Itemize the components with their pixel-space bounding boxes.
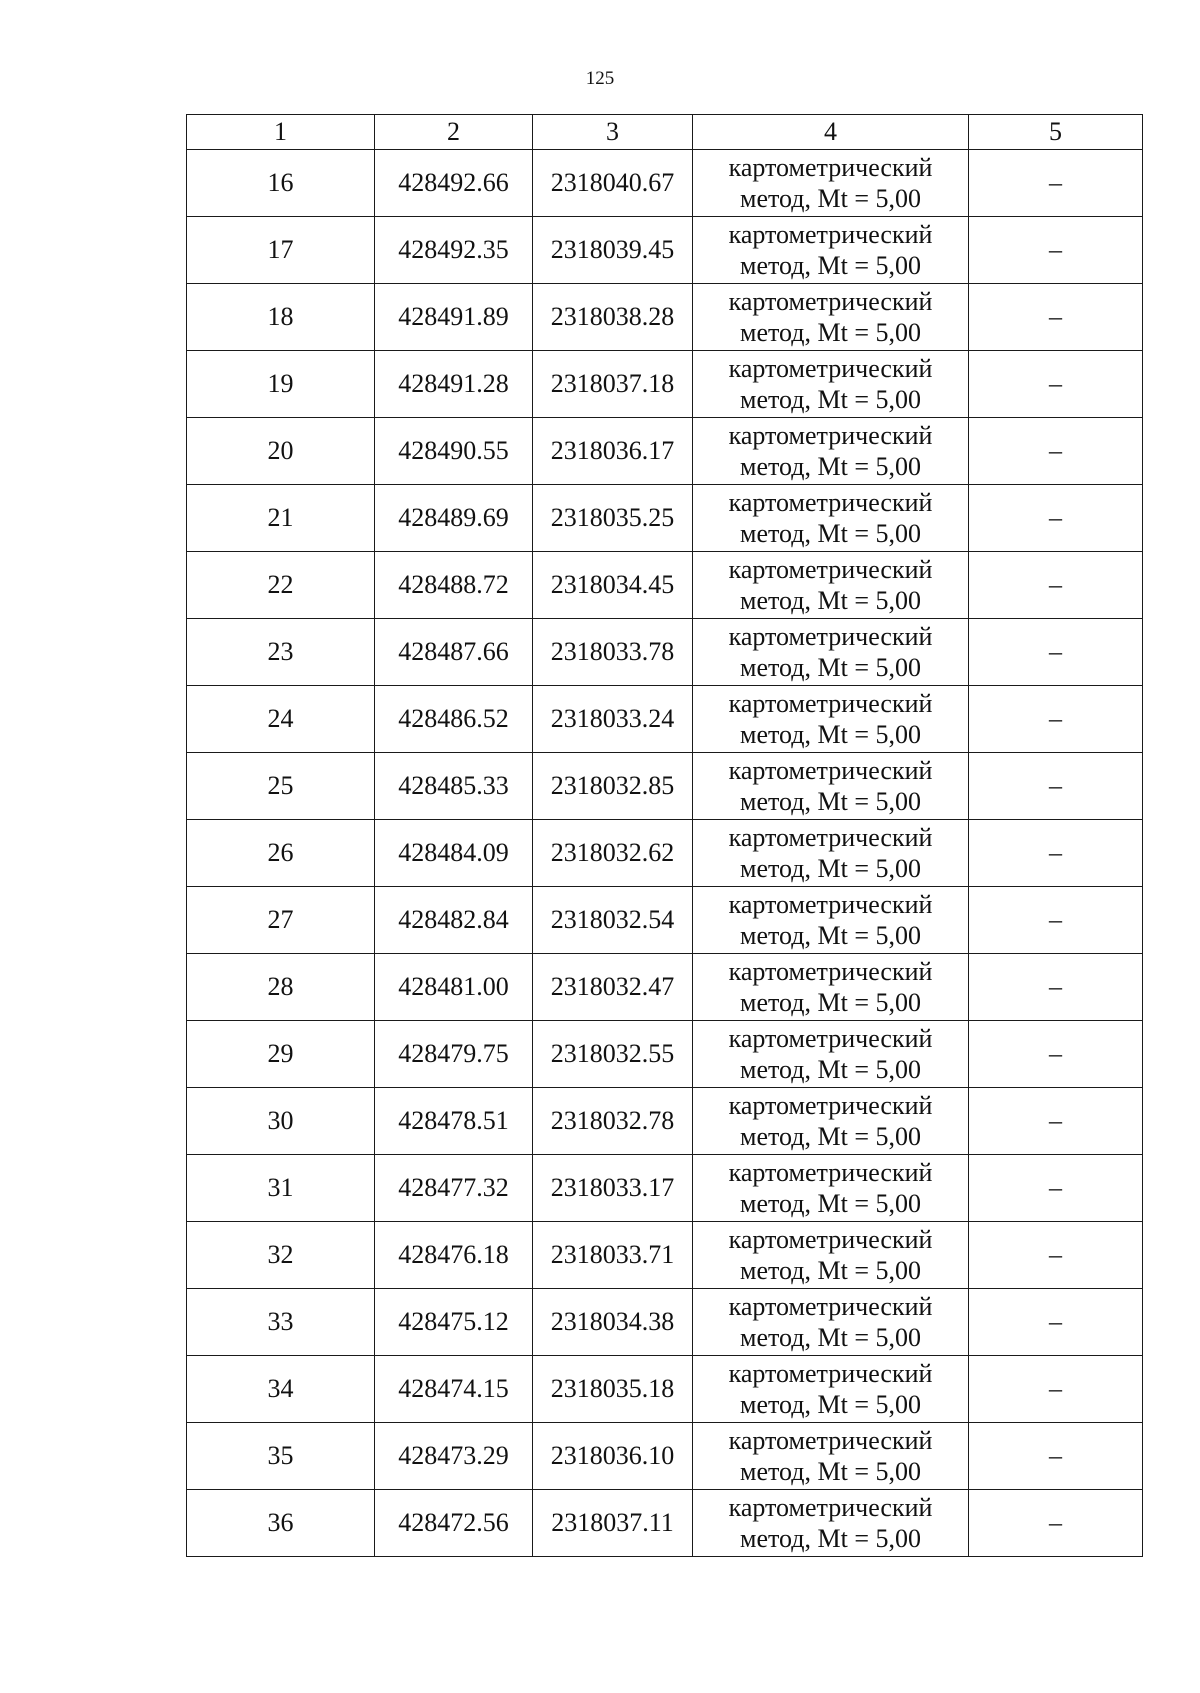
method-cell <box>693 485 969 552</box>
point-number-cell: 27 <box>187 887 375 954</box>
y-coordinate-cell: 2318035.18 <box>533 1356 693 1423</box>
method-line-2: метод, Mt = 5,00 <box>740 1189 921 1218</box>
method-line-1: картометрический <box>728 555 933 584</box>
y-coordinate-cell: 2318039.45 <box>533 217 693 284</box>
method-line-2: метод, Mt = 5,00 <box>740 653 921 682</box>
method-line-1: картометрический <box>728 756 933 785</box>
y-coordinate-cell: 2318032.47 <box>533 954 693 1021</box>
method-line-1: картометрический <box>728 421 933 450</box>
point-number-cell: 32 <box>187 1222 375 1289</box>
x-coordinate-cell: 428490.55 <box>375 418 533 485</box>
method-cell <box>693 1021 969 1088</box>
point-number-cell: 21 <box>187 485 375 552</box>
method-cell <box>693 686 969 753</box>
method-line-1: картометрический <box>728 1024 933 1053</box>
table-row <box>187 820 1143 887</box>
y-coordinate-cell: 2318034.45 <box>533 552 693 619</box>
y-coordinate-cell: 2318032.78 <box>533 1088 693 1155</box>
method-cell <box>693 284 969 351</box>
method-line-2: метод, Mt = 5,00 <box>740 1524 921 1553</box>
table-row <box>187 1423 1143 1490</box>
table-row <box>187 1088 1143 1155</box>
method-line-1: картометрический <box>728 957 933 986</box>
method-cell <box>693 1222 969 1289</box>
x-coordinate-cell: 428489.69 <box>375 485 533 552</box>
method-cell <box>693 954 969 1021</box>
table-row <box>187 686 1143 753</box>
point-number-cell: 34 <box>187 1356 375 1423</box>
x-coordinate-cell: 428479.75 <box>375 1021 533 1088</box>
method-line-1: картометрический <box>728 1493 933 1522</box>
method-cell <box>693 1088 969 1155</box>
method-line-2: метод, Mt = 5,00 <box>740 1122 921 1151</box>
point-number-cell: 20 <box>187 418 375 485</box>
point-number-cell: 36 <box>187 1490 375 1557</box>
x-coordinate-cell: 428485.33 <box>375 753 533 820</box>
method-line-2: метод, Mt = 5,00 <box>740 1323 921 1352</box>
point-number-cell: 33 <box>187 1289 375 1356</box>
method-line-1: картометрический <box>728 153 933 182</box>
page-number: 125 <box>585 68 615 89</box>
point-number-cell: 35 <box>187 1423 375 1490</box>
method-line-2: метод, Mt = 5,00 <box>740 854 921 883</box>
table-row <box>187 284 1143 351</box>
y-coordinate-cell: 2318033.17 <box>533 1155 693 1222</box>
table-body <box>187 150 1143 1557</box>
point-number-cell: 24 <box>187 686 375 753</box>
point-number-cell: 23 <box>187 619 375 686</box>
method-line-2: метод, Mt = 5,00 <box>740 1390 921 1419</box>
method-line-2: метод, Mt = 5,00 <box>740 452 921 481</box>
x-coordinate-cell: 428482.84 <box>375 887 533 954</box>
accuracy-cell: – <box>969 1289 1143 1356</box>
method-line-1: картометрический <box>728 890 933 919</box>
point-number-cell: 17 <box>187 217 375 284</box>
column-header: 2 <box>375 115 533 150</box>
accuracy-cell: – <box>969 887 1143 954</box>
x-coordinate-cell: 428476.18 <box>375 1222 533 1289</box>
table-row <box>187 150 1143 217</box>
method-cell <box>693 418 969 485</box>
method-line-2: метод, Mt = 5,00 <box>740 318 921 347</box>
x-coordinate-cell: 428478.51 <box>375 1088 533 1155</box>
method-cell <box>693 150 969 217</box>
column-header: 3 <box>533 115 693 150</box>
table-row <box>187 1155 1143 1222</box>
method-line-2: метод, Mt = 5,00 <box>740 787 921 816</box>
method-line-2: метод, Mt = 5,00 <box>740 1256 921 1285</box>
method-line-1: картометрический <box>728 689 933 718</box>
method-line-1: картометрический <box>728 1091 933 1120</box>
accuracy-cell: – <box>969 820 1143 887</box>
x-coordinate-cell: 428491.28 <box>375 351 533 418</box>
y-coordinate-cell: 2318040.67 <box>533 150 693 217</box>
y-coordinate-cell: 2318033.24 <box>533 686 693 753</box>
method-line-2: метод, Mt = 5,00 <box>740 921 921 950</box>
table-row <box>187 1021 1143 1088</box>
y-coordinate-cell: 2318037.11 <box>533 1490 693 1557</box>
table-row <box>187 954 1143 1021</box>
method-line-1: картометрический <box>728 1225 933 1254</box>
method-cell <box>693 1356 969 1423</box>
method-cell <box>693 1423 969 1490</box>
accuracy-cell: – <box>969 686 1143 753</box>
method-line-1: картометрический <box>728 1158 933 1187</box>
accuracy-cell: – <box>969 954 1143 1021</box>
method-line-2: метод, Mt = 5,00 <box>740 385 921 414</box>
table-row <box>187 418 1143 485</box>
table-row <box>187 217 1143 284</box>
point-number-cell: 18 <box>187 284 375 351</box>
y-coordinate-cell: 2318036.17 <box>533 418 693 485</box>
accuracy-cell: – <box>969 418 1143 485</box>
table-row <box>187 1490 1143 1557</box>
accuracy-cell: – <box>969 1490 1143 1557</box>
method-cell <box>693 820 969 887</box>
accuracy-cell: – <box>969 1021 1143 1088</box>
method-line-2: метод, Mt = 5,00 <box>740 519 921 548</box>
method-cell <box>693 619 969 686</box>
y-coordinate-cell: 2318032.85 <box>533 753 693 820</box>
point-number-cell: 31 <box>187 1155 375 1222</box>
point-number-cell: 19 <box>187 351 375 418</box>
x-coordinate-cell: 428487.66 <box>375 619 533 686</box>
y-coordinate-cell: 2318037.18 <box>533 351 693 418</box>
x-coordinate-cell: 428477.32 <box>375 1155 533 1222</box>
method-line-2: метод, Mt = 5,00 <box>740 586 921 615</box>
coordinates-table <box>186 114 1143 1557</box>
y-coordinate-cell: 2318032.55 <box>533 1021 693 1088</box>
y-coordinate-cell: 2318032.62 <box>533 820 693 887</box>
table-row <box>187 619 1143 686</box>
table-row <box>187 485 1143 552</box>
column-header: 4 <box>693 115 969 150</box>
y-coordinate-cell: 2318035.25 <box>533 485 693 552</box>
method-cell <box>693 1289 969 1356</box>
method-line-1: картометрический <box>728 354 933 383</box>
column-header: 1 <box>187 115 375 150</box>
method-cell <box>693 1490 969 1557</box>
table-row <box>187 1356 1143 1423</box>
y-coordinate-cell: 2318032.54 <box>533 887 693 954</box>
accuracy-cell: – <box>969 619 1143 686</box>
table-row <box>187 1289 1143 1356</box>
table-row <box>187 887 1143 954</box>
method-cell <box>693 552 969 619</box>
method-cell <box>693 887 969 954</box>
method-line-2: метод, Mt = 5,00 <box>740 720 921 749</box>
method-line-1: картометрический <box>728 488 933 517</box>
accuracy-cell: – <box>969 1356 1143 1423</box>
method-cell <box>693 753 969 820</box>
table-row <box>187 351 1143 418</box>
x-coordinate-cell: 428488.72 <box>375 552 533 619</box>
y-coordinate-cell: 2318033.78 <box>533 619 693 686</box>
x-coordinate-cell: 428484.09 <box>375 820 533 887</box>
y-coordinate-cell: 2318034.38 <box>533 1289 693 1356</box>
accuracy-cell: – <box>969 1423 1143 1490</box>
method-line-1: картометрический <box>728 1426 933 1455</box>
column-header: 5 <box>969 115 1143 150</box>
method-line-2: метод, Mt = 5,00 <box>740 1055 921 1084</box>
table-row <box>187 753 1143 820</box>
method-line-1: картометрический <box>728 1292 933 1321</box>
method-line-2: метод, Mt = 5,00 <box>740 988 921 1017</box>
method-line-2: метод, Mt = 5,00 <box>740 251 921 280</box>
method-cell <box>693 217 969 284</box>
method-cell <box>693 351 969 418</box>
point-number-cell: 25 <box>187 753 375 820</box>
method-line-2: метод, Mt = 5,00 <box>740 184 921 213</box>
y-coordinate-cell: 2318033.71 <box>533 1222 693 1289</box>
table-row <box>187 1222 1143 1289</box>
point-number-cell: 16 <box>187 150 375 217</box>
method-line-2: метод, Mt = 5,00 <box>740 1457 921 1486</box>
table-header-row <box>187 115 1143 150</box>
point-number-cell: 22 <box>187 552 375 619</box>
accuracy-cell: – <box>969 150 1143 217</box>
accuracy-cell: – <box>969 753 1143 820</box>
x-coordinate-cell: 428473.29 <box>375 1423 533 1490</box>
x-coordinate-cell: 428492.66 <box>375 150 533 217</box>
method-line-1: картометрический <box>728 220 933 249</box>
point-number-cell: 26 <box>187 820 375 887</box>
x-coordinate-cell: 428475.12 <box>375 1289 533 1356</box>
accuracy-cell: – <box>969 552 1143 619</box>
y-coordinate-cell: 2318038.28 <box>533 284 693 351</box>
point-number-cell: 30 <box>187 1088 375 1155</box>
accuracy-cell: – <box>969 1222 1143 1289</box>
accuracy-cell: – <box>969 351 1143 418</box>
accuracy-cell: – <box>969 284 1143 351</box>
method-cell <box>693 1155 969 1222</box>
x-coordinate-cell: 428474.15 <box>375 1356 533 1423</box>
accuracy-cell: – <box>969 1088 1143 1155</box>
point-number-cell: 28 <box>187 954 375 1021</box>
x-coordinate-cell: 428491.89 <box>375 284 533 351</box>
accuracy-cell: – <box>969 1155 1143 1222</box>
x-coordinate-cell: 428472.56 <box>375 1490 533 1557</box>
method-line-1: картометрический <box>728 287 933 316</box>
accuracy-cell: – <box>969 485 1143 552</box>
method-line-1: картометрический <box>728 622 933 651</box>
table-row <box>187 552 1143 619</box>
y-coordinate-cell: 2318036.10 <box>533 1423 693 1490</box>
x-coordinate-cell: 428492.35 <box>375 217 533 284</box>
x-coordinate-cell: 428481.00 <box>375 954 533 1021</box>
method-line-1: картометрический <box>728 1359 933 1388</box>
accuracy-cell: – <box>969 217 1143 284</box>
point-number-cell: 29 <box>187 1021 375 1088</box>
x-coordinate-cell: 428486.52 <box>375 686 533 753</box>
method-line-1: картометрический <box>728 823 933 852</box>
